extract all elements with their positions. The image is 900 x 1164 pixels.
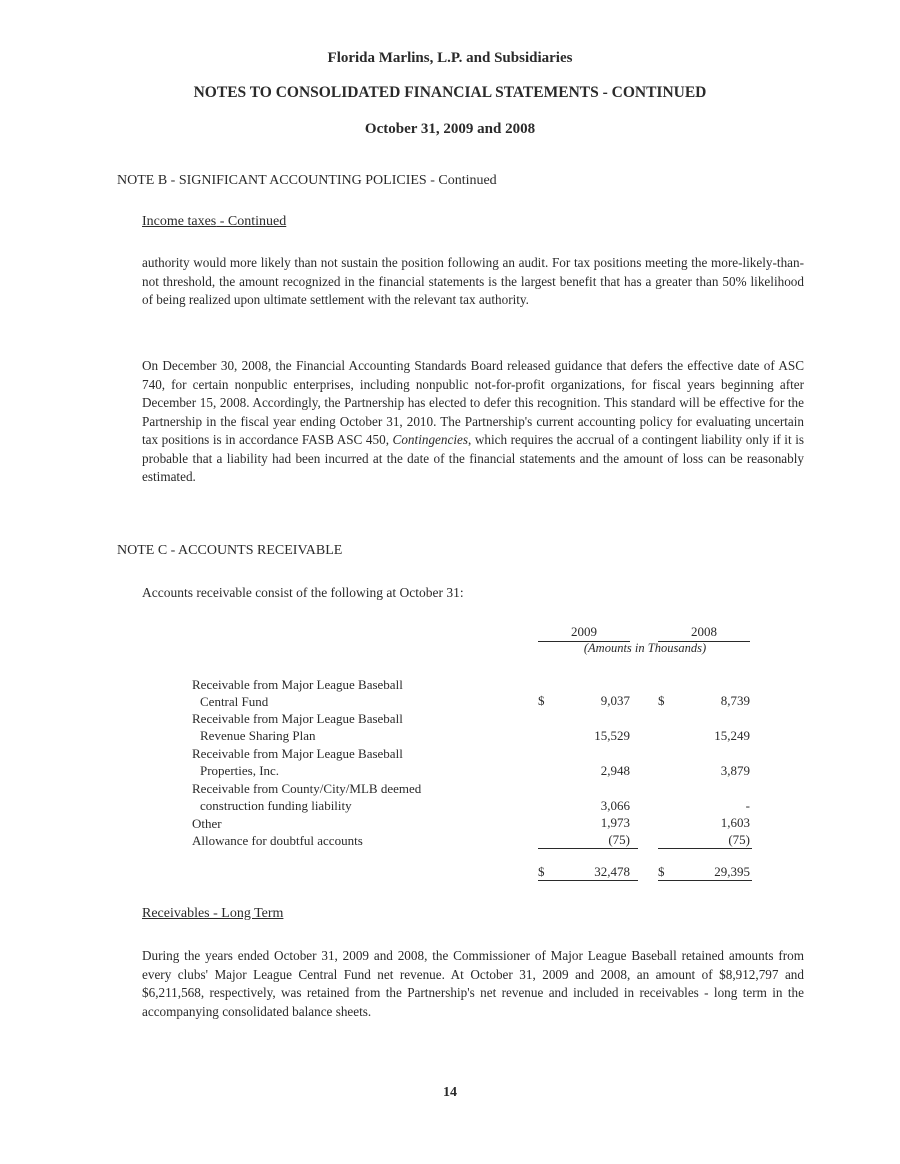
note-b-title: NOTE B - SIGNIFICANT ACCOUNTING POLICIES - Continued xyxy=(117,173,497,188)
total-rule-2009 xyxy=(538,880,638,881)
dollar-sign: $ xyxy=(538,864,545,879)
table-cell-2008: (75) xyxy=(728,832,750,847)
table-cell-2008: 8,739 xyxy=(720,693,750,708)
row-label-line1: Receivable from Major League Baseball xyxy=(192,711,403,726)
long-term-heading: Receivables - Long Term xyxy=(142,906,284,921)
table-row-label: Other xyxy=(192,816,222,831)
long-term-paragraph: During the years ended October 31, 2009 and 2008, the Commissioner of Major League Baseball retained amounts from every clubs' Major League Central Fund net revenue. At October 31, 2009 and 2008, an amount of $8,912,797 and $6,211,568, respectively, was retained from the Partnership's net revenue and included in receivables - long term in the accompanying consolidated balance sheets. xyxy=(142,948,804,1019)
income-taxes-heading xyxy=(142,214,286,230)
row-label-line1: Receivable from Major League Baseball xyxy=(192,677,403,692)
row-label-line2: Revenue Sharing Plan xyxy=(200,728,316,743)
column-header-2008: 2008 xyxy=(658,624,750,642)
document-title: NOTES TO CONSOLIDATED FINANCIAL STATEMENTS - CONTINUED xyxy=(193,84,707,101)
total-rule-2008 xyxy=(658,880,752,881)
entity-name: Florida Marlins, L.P. and Subsidiaries xyxy=(327,50,573,66)
row-label-line1: Receivable from Major League Baseball xyxy=(192,746,403,761)
column-header-2009: 2009 xyxy=(538,624,630,642)
table-row-label: Allowance for doubtful accounts xyxy=(192,833,363,848)
para2-italic-term: Contingencies xyxy=(392,432,468,447)
table-cell-2009: 3,066 xyxy=(600,798,630,813)
table-cell-2009: 2,948 xyxy=(600,763,630,778)
row-label-line1: Receivable from County/City/MLB deemed xyxy=(192,781,422,796)
total-2008: 29,395 xyxy=(714,864,750,879)
table-cell-2008: 3,879 xyxy=(720,763,750,778)
para2-text-before: On December 30, 2008, the Financial Accounting Standards Board released guidance that defers the effective date of ASC 740, for certain nonpublic enterprises, including nonpublic not-for-profit organizations, for fiscal years beginning after December 15, 2008. Accordingly, the Partnership has elected to defer this recognition. This standard will be effective for the Partnership in the fiscal year ending October 31, 2010. The Partnership's current accounting policy for evaluating uncertain tax positions is in accordance FASB ASC 450, xyxy=(142,358,804,447)
document-date: October 31, 2009 and 2008 xyxy=(364,121,536,137)
amounts-units-note: (Amounts in Thousands) xyxy=(583,641,707,655)
dollar-sign: $ xyxy=(658,693,665,708)
table-row-label xyxy=(192,745,403,779)
page-number: 14 xyxy=(443,1085,457,1100)
subtotal-rule-2008 xyxy=(658,848,752,849)
income-taxes-heading-text: Income taxes xyxy=(142,214,217,229)
receivables-intro: Accounts receivable consist of the following at October 31: xyxy=(142,585,464,600)
table-cell-2009: (75) xyxy=(608,832,630,847)
dollar-sign: $ xyxy=(658,864,665,879)
table-row-label xyxy=(192,676,403,710)
note-c-title: NOTE C - ACCOUNTS RECEIVABLE xyxy=(117,543,343,558)
income-taxes-heading-suffix: - Continued xyxy=(216,214,287,229)
table-cell-2008: - xyxy=(745,798,750,813)
table-cell-2008: 15,249 xyxy=(714,728,750,743)
total-2009: 32,478 xyxy=(594,864,630,879)
table-cell-2009: 9,037 xyxy=(600,693,630,708)
dollar-sign: $ xyxy=(538,693,545,708)
income-taxes-paragraph-2 xyxy=(142,357,804,487)
table-row-label xyxy=(192,780,421,814)
para2-text-after: , which requires the accrual of a contingent liability only if it is probable that a liability had been incurred at the date of the financial statements and the amount of loss can be reasonably estimated. xyxy=(142,432,804,484)
row-label-line2: construction funding liability xyxy=(200,798,352,813)
table-row-label xyxy=(192,710,403,744)
row-label-line2: Properties, Inc. xyxy=(200,763,280,778)
income-taxes-paragraph-1: authority would more likely than not sustain the position following an audit. For tax positions meeting the more-likely-than-not threshold, the amount recognized in the financial statements is the largest benefit that has a greater than 50% likelihood of being realized upon ultimate settlement with the relevant tax authority. xyxy=(142,255,804,307)
table-cell-2008: 1,603 xyxy=(720,815,750,830)
table-cell-2009: 15,529 xyxy=(594,728,630,743)
row-label-line2: Central Fund xyxy=(200,694,269,709)
table-cell-2009: 1,973 xyxy=(600,815,630,830)
subtotal-rule-2009 xyxy=(538,848,638,849)
